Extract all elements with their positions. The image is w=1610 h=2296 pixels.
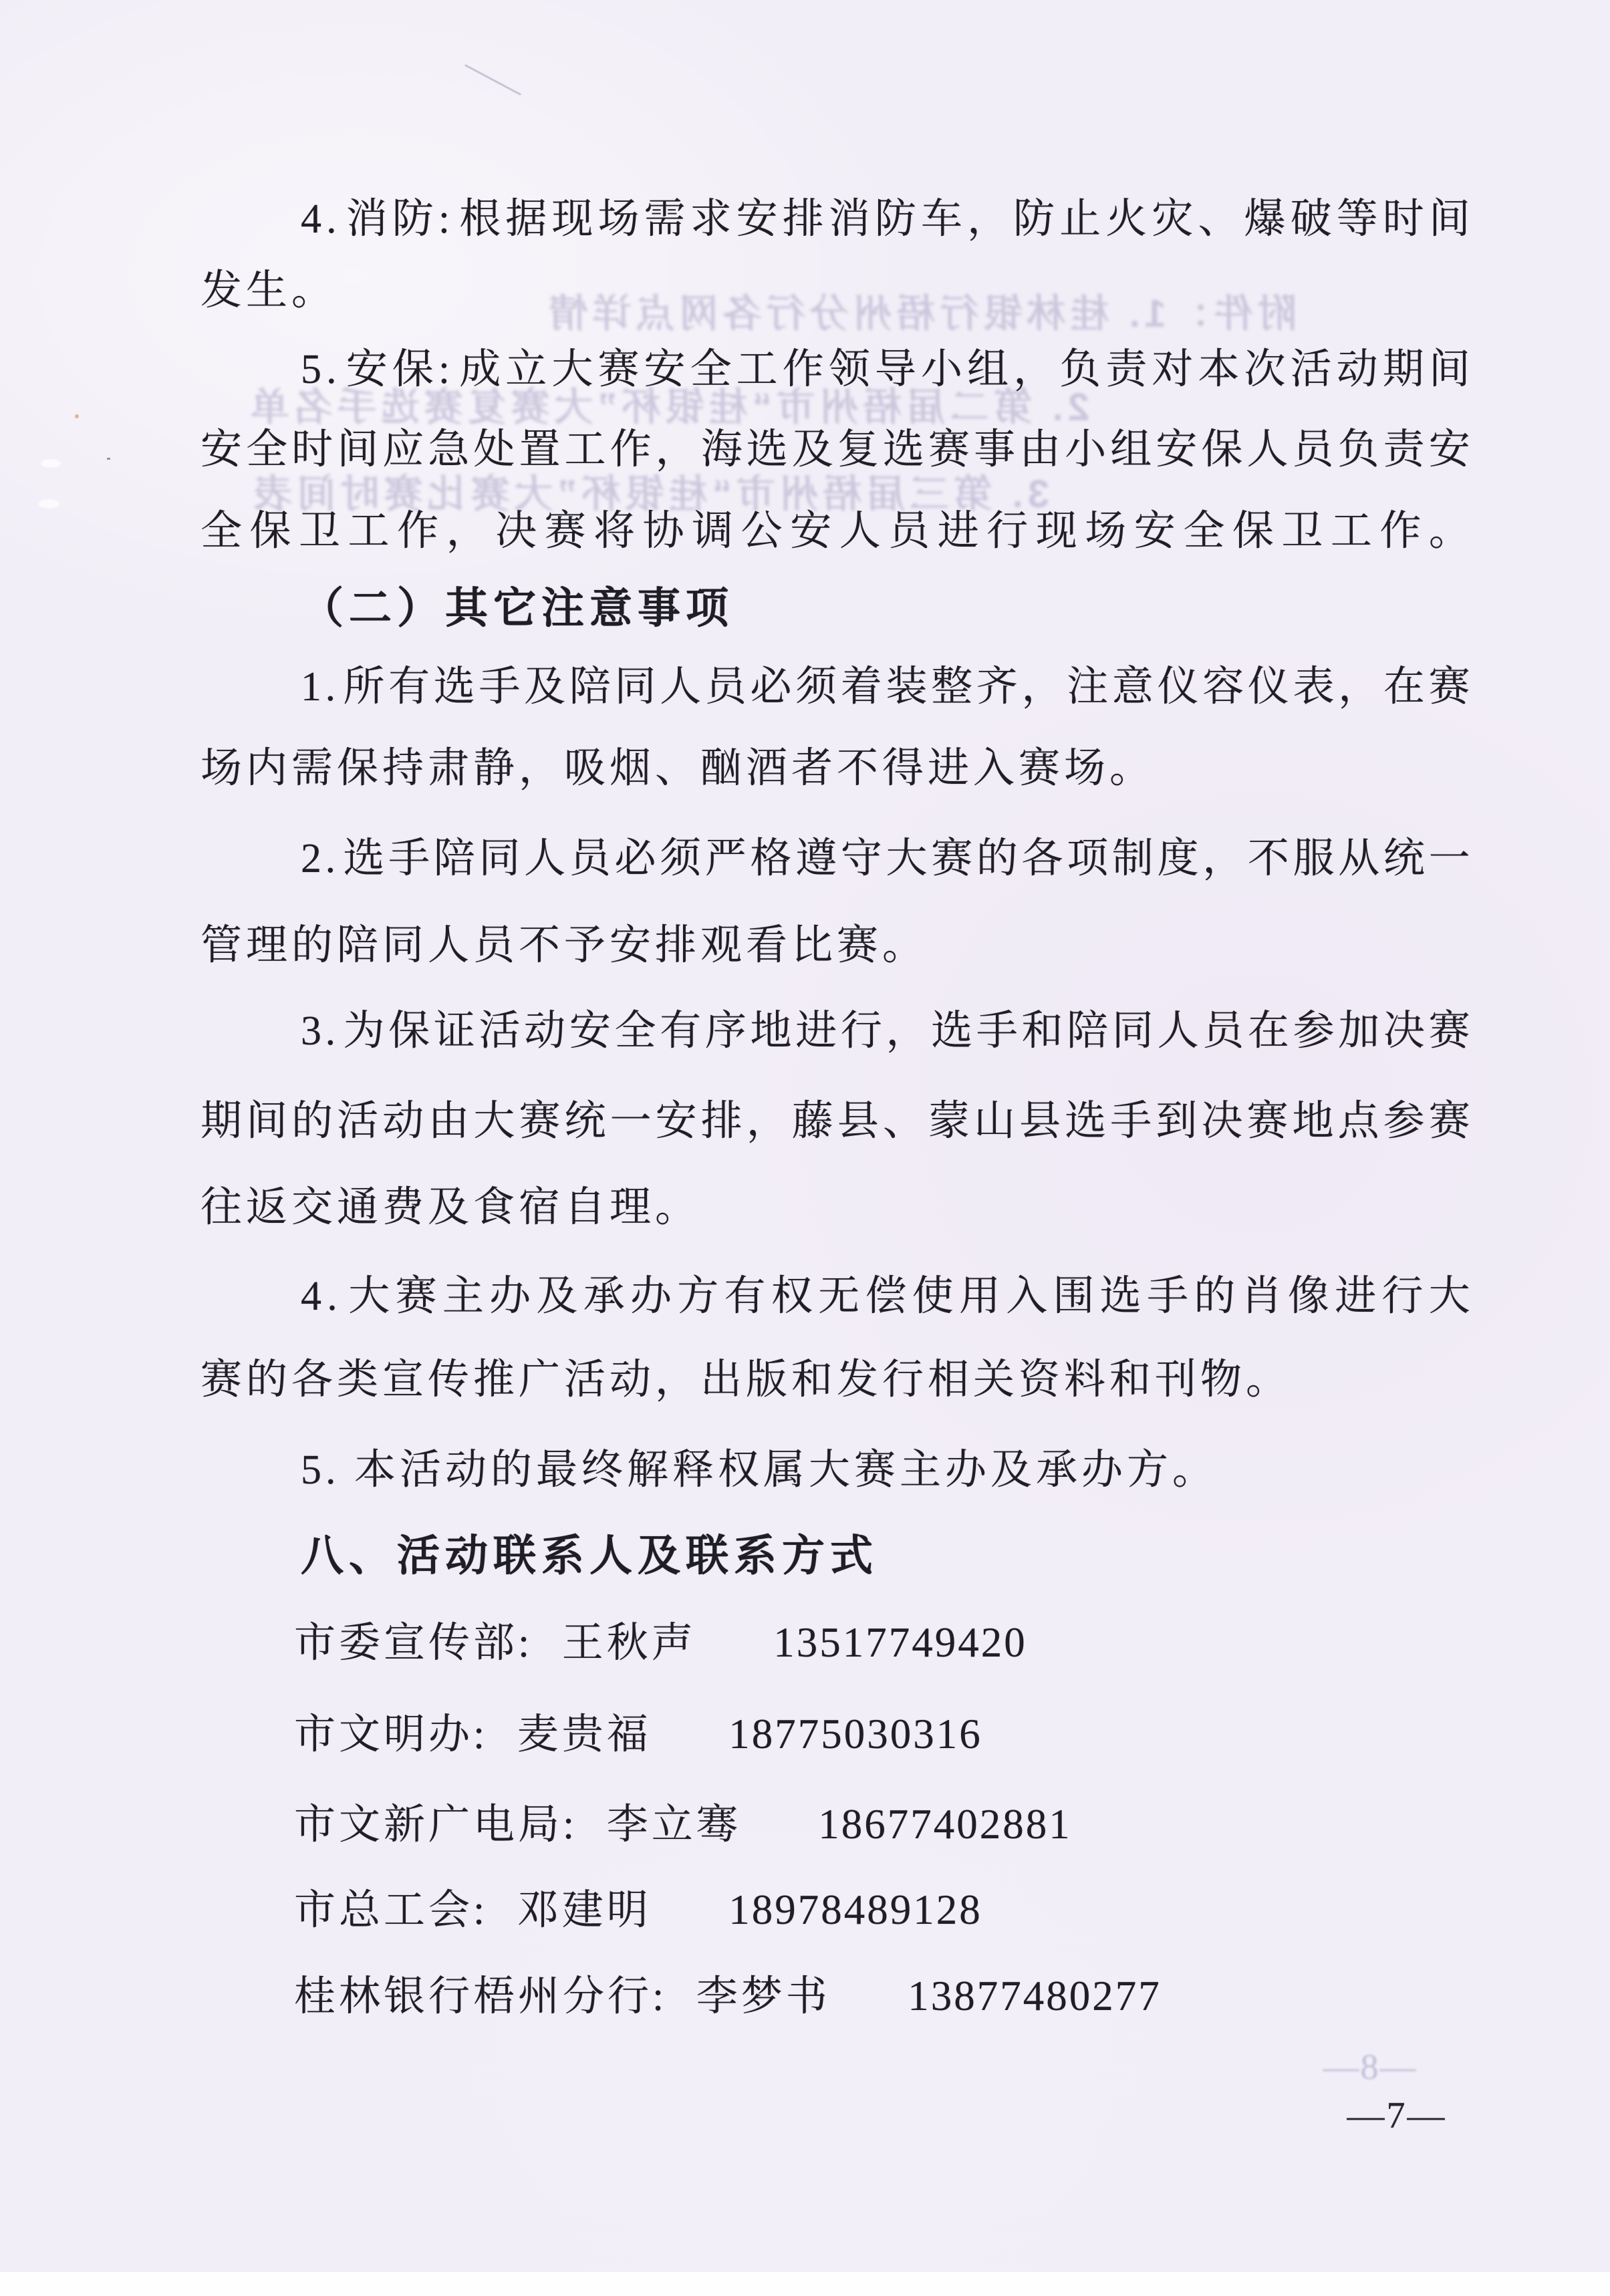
scan-artifact-blob (39, 500, 59, 508)
bleedthrough-line: 2. 第二届梧州市“桂银杯”大赛复赛选手名单 (245, 386, 1089, 429)
contact-org: 桂林银行梧州分行: (294, 1974, 668, 2019)
contact-line (200, 1601, 1470, 1684)
contact-line (200, 1955, 1470, 2037)
section-heading: （二）其它注意事项 (301, 584, 734, 632)
contact-name: 李梦书 (696, 1974, 831, 2019)
paragraph-line: 5. 本活动的最终解释权属大赛主办及承办方。 (301, 1447, 1218, 1493)
contact-name: 邓建明 (517, 1888, 652, 1933)
paragraph-line: 安 全 时 间 应 急 处 置 工 作 ， 海 选 及 复 选 赛 事 由 小 组 安 保 人 员 负 责 安 (200, 427, 1470, 472)
contact-phone: 18775030316 (728, 1711, 982, 1757)
scan-artifact-speck (107, 458, 110, 460)
paragraph-line: 场内需保持肃静，吸烟、酗酒者不得进入赛场。 (200, 746, 1156, 791)
contact-org: 市文明办: (294, 1712, 489, 1757)
paragraph-line: 往返交通费及食宿自理。 (200, 1185, 701, 1230)
bleedthrough-page-number: —8— (1323, 2047, 1418, 2087)
paragraph-line: 1 . 所 有 选 手 及 陪 同 人 员 必 须 着 装 整 齐 ， 注 意 仪 容 仪 表 ， 在 赛 (301, 664, 1470, 710)
bleedthrough-line: 附件：1. 桂林银行梧州分行各网点详情 (544, 292, 1297, 335)
contact-name: 王秋声 (561, 1620, 696, 1666)
scan-artifact-speck (75, 414, 79, 418)
contact-org: 市委宣传部: (294, 1620, 533, 1666)
text-column (200, 0, 1470, 2296)
contact-line (200, 1693, 1470, 1775)
contact-phone: 13877480277 (908, 1973, 1162, 2019)
scan-artifact-blob (41, 460, 60, 467)
paragraph-line: 全 保 卫 工 作 ， 决 赛 将 协 调 公 安 人 员 进 行 现 场 安 全 保 卫 工 作 。 (200, 509, 1470, 554)
contact-line (200, 1868, 1470, 1951)
contact-line (200, 1783, 1470, 1866)
contact-name: 麦贵福 (517, 1712, 652, 1757)
contact-name: 李立骞 (606, 1802, 741, 1848)
paragraph-line: 3 . 为 保 证 活 动 安 全 有 序 地 进 行 ， 选 手 和 陪 同 人 员 在 参 加 决 赛 (301, 1008, 1470, 1054)
paragraph-line: 2 . 选 手 陪 同 人 员 必 须 严 格 遵 守 大 赛 的 各 项 制 度 ， 不 服 从 统 一 (301, 836, 1470, 881)
paragraph-line: 管理的陪同人员不予安排观看比赛。 (200, 923, 928, 968)
paragraph-line: 4 . 消 防 : 根 据 现 场 需 求 安 排 消 防 车 ， 防 止 火 灾 、 爆 破 等 时 间 (301, 196, 1470, 242)
paragraph-line: 发生。 (200, 268, 338, 313)
paragraph-line: 4 . 大 赛 主 办 及 承 办 方 有 权 无 偿 使 用 入 围 选 手 的 肖 像 进 行 大 (301, 1274, 1470, 1319)
contact-phone: 18677402881 (818, 1801, 1072, 1848)
paragraph-line: 期 间 的 活 动 由 大 赛 统 一 安 排 ， 藤 县 、 蒙 山 县 选 手 到 决 赛 地 点 参 赛 (200, 1099, 1470, 1144)
section-heading: 八、活动联系人及联系方式 (301, 1532, 878, 1580)
page-number: —7— (1347, 2095, 1447, 2136)
contact-org: 市总工会: (294, 1888, 489, 1933)
scanner-edge (0, 2272, 1610, 2296)
contact-phone: 13517749420 (773, 1619, 1027, 1666)
contact-phone: 18978489128 (728, 1886, 982, 1933)
contact-org: 市文新广电局: (294, 1802, 578, 1848)
paragraph-line: 5 . 安 保 : 成 立 大 赛 安 全 工 作 领 导 小 组 ， 负 责 对 本 次 活 动 期 间 (301, 347, 1470, 392)
paragraph-line: 赛的各类宣传推广活动，出版和发行相关资料和刊物。 (200, 1357, 1292, 1403)
bleedthrough-line: 3. 第三届梧州市“桂银杯”大赛比赛时间表 (249, 472, 1049, 516)
